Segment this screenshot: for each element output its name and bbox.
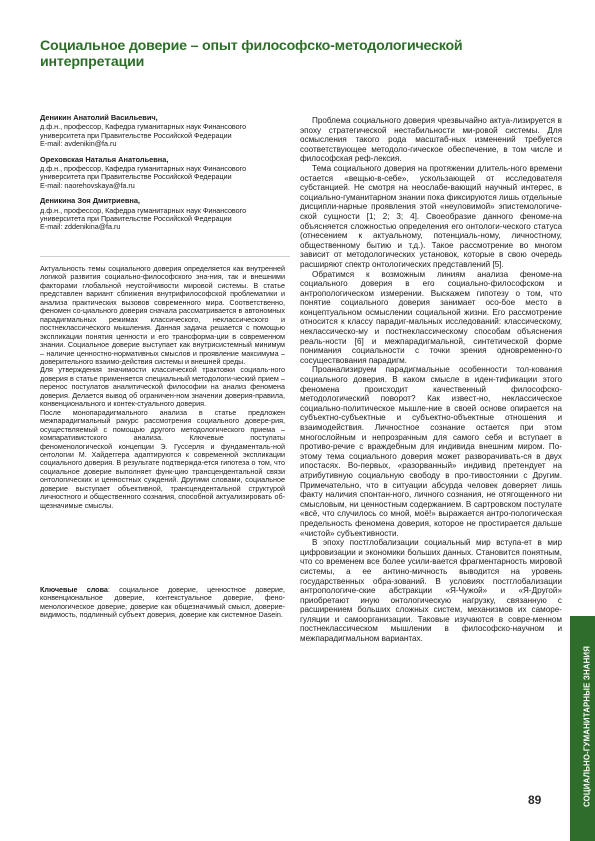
author-entry: [40, 114, 300, 149]
author-affiliation: университета при Правительстве Российской Федерации: [40, 172, 232, 182]
article-title: Социальное доверие – опыт философско-методологической интерпретации: [40, 38, 463, 70]
keywords-label: Ключевые слова: [40, 585, 108, 594]
author-name: Деникин Анатолий Васильевич,: [40, 113, 158, 122]
author-affiliation: д.ф.н., профессор, Кафедра гуманитарных наук Финансового: [40, 205, 247, 215]
author-affiliation: д.ф.н., профессор, Кафедра гуманитарных наук Финансового: [40, 122, 247, 132]
abstract-divider: [40, 256, 290, 257]
body-paragraph: Проблема социального доверия чрезвычайно актуа-лизируется в эпоху стратегической нестабильности ми-ровой системы. Для осмысления такого рода масштаб-ных изменений требуется соответствующее методоло-гическое обеспечение, в том числе и философская реф-лексия.: [300, 116, 562, 164]
abstract-paragraph: После монопарадигмального анализа в статье предложен межпарадигмальный ракурс рассмотрения социального довере-рия, осуществляемый с помощью другого методологического приема – компаративистского анализа. Ключевые постулаты феноменологической концепции Э. Гуссерля и фундаменталь-ной онтологии М. Хайдеггера адаптируются к современной экспликации социального доверия. В результате подтверждa-ется гипотеза о том, что социальное доверие выполняет функ-цию трансцендентальной связи онтологических и ценностных суждений. Другими словами, социальное доверие выступает объективной, трансцендентальной структурой личностного и общественного сознания, способной актуализировать об-щезначимые смыслы.: [40, 407, 285, 510]
section-label: СОЦИАЛЬНО-ГУМАНИТАРНЫЕ ЗНАНИЯ: [582, 645, 592, 807]
body-text: [300, 116, 562, 644]
author-name: Деникина Зоя Дмитриевна,: [40, 196, 140, 206]
abstract: [40, 265, 285, 510]
authors-block: [40, 114, 300, 239]
author-entry: [40, 197, 300, 232]
abstract-paragraph: Для утверждения значимости классической трактовки социаль-ного доверия в статье применяется специальный методологи-ческий прием – перенос постулатов аналитической философии на анализ феномена доверия. Делается вывод об ограничен-ном значении доверия-правила, конвенционального и контек-стуального доверия.: [40, 365, 285, 409]
author-email: E-mail: avdenikin@fa.ru: [40, 139, 117, 149]
author-affiliation: университета при Правительстве Российской Федерации: [40, 214, 232, 224]
page-number: 89: [528, 793, 542, 807]
keywords-block: [40, 586, 285, 620]
author-affiliation: университета при Правительстве Российской Федерации: [40, 130, 232, 140]
body-paragraph: Тема социального доверия на протяжении длитель-ного времени остается «вещью-в-себе», ускользающей от исследователя субстанцией. Не смотря на неослабе-вающий научный интерес, в социально-гуманитарном знании пока фиксируются лишь отдельные дисципли-нарные проявления этой «неуловимой» эпистемологиче-ской сущности [1; 2; 3; 4]. Своеобразие данного феноме-на объясняется сложностью определения его онтологи-ческого статуса (отнесением к актуальному, потенциаль-ному, личностному, общественному бытию и т.д.). Такое рассмотрение во многом зависит от методологических установок, которые в свою очередь расширяют спектр онтологических представлений [5].: [300, 163, 562, 269]
body-paragraph: Обратимся к возможным линиям анализа феноме-на социального доверия в его социально-философском и антропологическом измерении. Выскажем гипотезу о том, что понятие социального доверия занимает осо-бое место в концептуальном осмыслении социальной жизни. Его рассмотрение относится к классу парадиг-мальных исследований: классическому, неклассическо-му и постнеклассическому способам объяснения реаль-ности [6] и межпарадигмальной, синтетической форме понимания социальности с точки зрения одновременно-го сосуществования парадигм.: [300, 269, 562, 365]
body-paragraph: В эпоху постглобализации социальный мир вступа-ет в мир цифровизации и экономики больших данных. Становится понятным, что со временем все более усили-вается фрагментарность мировой системы, а ее антино-мичность выводится на уровень государственных обра-зований. В условиях постглобализации антропологиче-ские абстракции «Я-Чужой» и «Я-Другой» приобретают иную онтологическую нагрузку, связанную с расширением больших сложных систем, механизмов их саморе-гуляции и самоорганизации. Таковые изучаются в совре-менном постнеклассическом мышлении в философско-научном и межпарадигмальном вариантах.: [300, 538, 562, 644]
author-name: Ореховская Наталья Анатольевна,: [40, 154, 169, 164]
author-email: E-mail: zddenikina@fa.ru: [40, 222, 121, 232]
abstract-paragraph: Актуальность темы социального доверия определяется как внутренней логикой развития социально-философского зна-ния, так и внешними факторами глобальной неустойчивости мировой системы. В статье представлен вариант сближения внутрифилософской проблематики и анализа практических вызовов современного мира. Соответственно, феномен со-циального доверия сначала рассматривается в автономных парадигмальных режимах классического, неклассического и постнеклассического мышления. Данная задача решается с помощью экспликации понятия ценности и его трансформа-ции в современном знании. Социальное доверие выступает как внутрисистемный минимум – наличие ценностно-нормативных смыслов и проявление максимума – доверительного взаимо-действия системы и внешней среды.: [40, 264, 285, 366]
author-entry: [40, 156, 300, 191]
author-email: E-mail: naorehovskaya@fa.ru: [40, 180, 135, 190]
author-affiliation: д.ф.н., профессор, Кафедра гуманитарных наук Финансового: [40, 164, 247, 174]
keywords-text: : социальное доверие, ценностное доверие, конвенциональное доверие, контекстуальное доверие, фено-менологическое доверие, доверие как общезначимый смысл, доверие-видимость, подлинный субъект доверия, доверие как системное Dasein.: [40, 585, 286, 620]
body-paragraph: Проанализируем парадигмальные особенности тол-кования социального доверия. В каком смысле в иден-тификации этого феномена происходит качественный философско-методологический поворот? Как извест-но, неклассическое социально-политическое мышле-ние в своей основе опирается на субъектно-субъектные и субъектно-объектные отношения и взаимодействия. Личностное сознание остается при этом многослойным и непрозрачным для самого себя и вступает в противо-речие с враждебным для индивида внешним миром. По-этому тема социального доверия может разворачивать-ся в двух ипостасях. Во-первых, «разорванный» индивид претендует на атрибутивную социальную свободу в про-тивостоянии с Другим. Примечательно, что в ситуации абсурда человек доверяет лишь факту наличия спонтан-ного, личного сознания, не отягощенного ни смысловым, ни ценностным содержанием. В сартровском постулате «всё, что случилось со мной, моё!» выражается антро-пологическая предельность феномена доверия, которое не простирается дальше «чистой» субъективности.: [300, 365, 562, 538]
